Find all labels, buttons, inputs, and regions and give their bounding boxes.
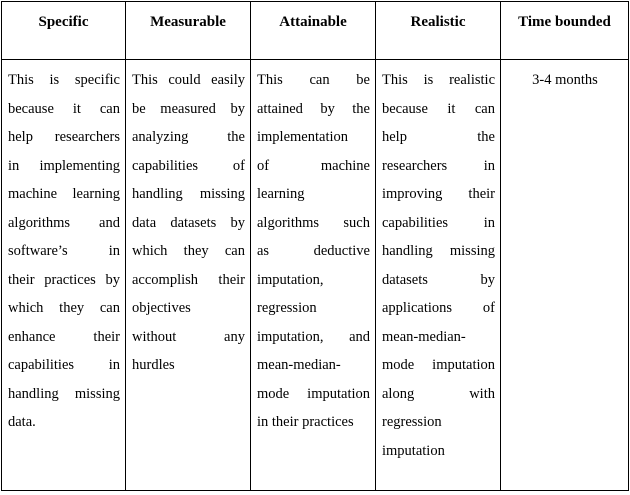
cell-line: imputation <box>382 442 445 459</box>
header-time-bounded: Time bounded <box>501 2 629 60</box>
cell-line: data datasets by <box>132 214 245 231</box>
cell-line: which they can <box>132 243 245 259</box>
cell-line: software’s in <box>8 243 120 259</box>
cell-line: regression <box>382 414 442 430</box>
header-row <box>2 2 629 60</box>
cell-line: regression <box>257 300 317 316</box>
cell-line: capabilities in <box>382 214 495 231</box>
cell-line: attained by the <box>257 100 370 117</box>
cell-measurable <box>126 60 251 491</box>
cell-line: improving their <box>382 186 495 202</box>
cell-line: machine learning <box>8 186 120 202</box>
cell-line: This could easily <box>132 72 245 88</box>
cell-line: data. <box>8 414 36 430</box>
cell-line: algorithms such <box>257 214 370 231</box>
cell-line: imputation, <box>257 271 324 288</box>
cell-line: hurdles <box>132 357 175 373</box>
header-attainable: Attainable <box>251 2 376 60</box>
cell-line: This is realistic <box>382 72 495 88</box>
cell-line: implementation <box>257 129 349 145</box>
cell-line: learning <box>257 186 305 202</box>
cell-line: because it can <box>8 100 120 117</box>
cell-line: mean-median- <box>382 328 466 345</box>
header-specific: Specific <box>2 2 126 60</box>
cell-line: of machine <box>257 157 370 174</box>
header-realistic: Realistic <box>376 2 501 60</box>
cell-realistic <box>376 60 501 491</box>
cell-line: 3-4 months <box>532 72 598 88</box>
cell-line: because it can <box>382 100 495 117</box>
cell-line: mode imputation <box>257 385 370 402</box>
cell-line: without any <box>132 328 245 345</box>
cell-line: handling missing <box>382 243 495 259</box>
cell-line: their practices by <box>8 271 120 288</box>
cell-line: mode imputation <box>382 357 495 373</box>
cell-line: accomplish their <box>132 271 245 288</box>
cell-time-bounded <box>501 60 629 491</box>
cell-line: mean-median- <box>257 357 341 373</box>
cell-line: in implementing <box>8 157 120 174</box>
smart-criteria-table <box>1 1 629 491</box>
cell-line: which they can <box>8 300 120 316</box>
cell-line: objectives <box>132 300 191 316</box>
cell-line: This can be <box>257 72 370 88</box>
cell-line: capabilities in <box>8 357 120 373</box>
cell-attainable <box>251 60 376 491</box>
cell-line: enhance their <box>8 328 120 345</box>
body-row <box>2 60 629 491</box>
header-measurable: Measurable <box>126 2 251 60</box>
cell-line: This is specific <box>8 72 120 88</box>
cell-line: in their practices <box>257 414 354 430</box>
cell-line: along with <box>382 385 495 402</box>
cell-line: imputation, and <box>257 328 370 345</box>
cell-line: as deductive <box>257 243 370 259</box>
cell-line: researchers in <box>382 157 495 174</box>
cell-line: applications of <box>382 300 495 316</box>
cell-line: datasets by <box>382 271 495 288</box>
cell-line: help researchers <box>8 129 120 145</box>
cell-line: analyzing the <box>132 129 245 145</box>
cell-line: handling missing <box>8 385 120 402</box>
cell-line: algorithms and <box>8 214 120 231</box>
cell-line: help the <box>382 129 495 145</box>
cell-line: handling missing <box>132 186 245 202</box>
cell-line: capabilities of <box>132 157 245 174</box>
cell-specific <box>2 60 126 491</box>
cell-line: be measured by <box>132 100 245 117</box>
